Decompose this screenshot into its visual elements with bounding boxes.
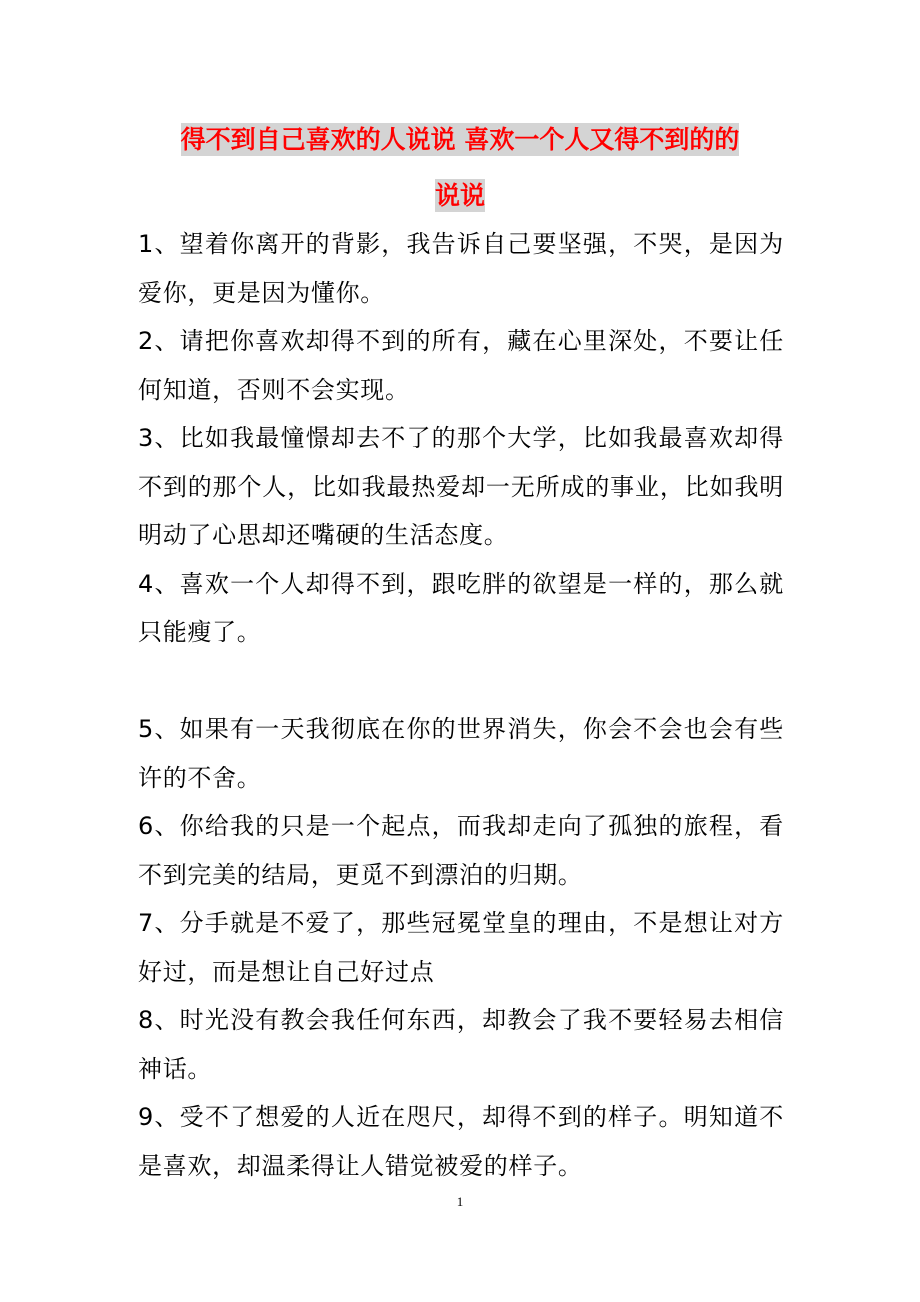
paragraph-5: 5、如果有一天我彻底在你的世界消失，你会不会也会有些许的不舍。 — [138, 715, 784, 792]
paragraph-4: 4、喜欢一个人却得不到，跟吃胖的欲望是一样的，那么就只能瘦了。 — [138, 569, 784, 646]
paragraph-6: 6、你给我的只是一个起点，而我却走向了孤独的旅程，看不到完美的结局，更觅不到漂泊的归期。 — [138, 812, 784, 889]
paragraph-1: 1、望着你离开的背影，我告诉自己要坚强，不哭，是因为爱你，更是因为懂你。 — [138, 230, 784, 307]
title-line-1: 得不到自己喜欢的人说说 喜欢一个人又得不到的的 — [180, 125, 740, 154]
paragraph-7: 7、分手就是不爱了，那些冠冕堂皇的理由，不是想让对方好过，而是想让自己好过点 — [138, 909, 784, 986]
paragraph-3: 3、比如我最憧憬却去不了的那个大学，比如我最喜欢却得不到的那个人，比如我最热爱却一无所成的事业，比如我明明动了心思却还嘴硬的生活态度。 — [138, 424, 784, 549]
title-line-2: 说说 — [434, 181, 485, 210]
document-title — [0, 112, 920, 224]
paragraph-8: 8、时光没有教会我任何东西，却教会了我不要轻易去相信神话。 — [138, 1006, 784, 1083]
paragraph-9: 9、受不了想爱的人近在咫尺，却得不到的样子。明知道不是喜欢，却温柔得让人错觉被爱的样子。 — [138, 1103, 784, 1180]
document-body — [138, 220, 784, 1190]
paragraph-2: 2、请把你喜欢却得不到的所有，藏在心里深处，不要让任何知道，否则不会实现。 — [138, 327, 784, 404]
page-number: 1 — [456, 1194, 464, 1209]
blank-line — [138, 657, 784, 706]
